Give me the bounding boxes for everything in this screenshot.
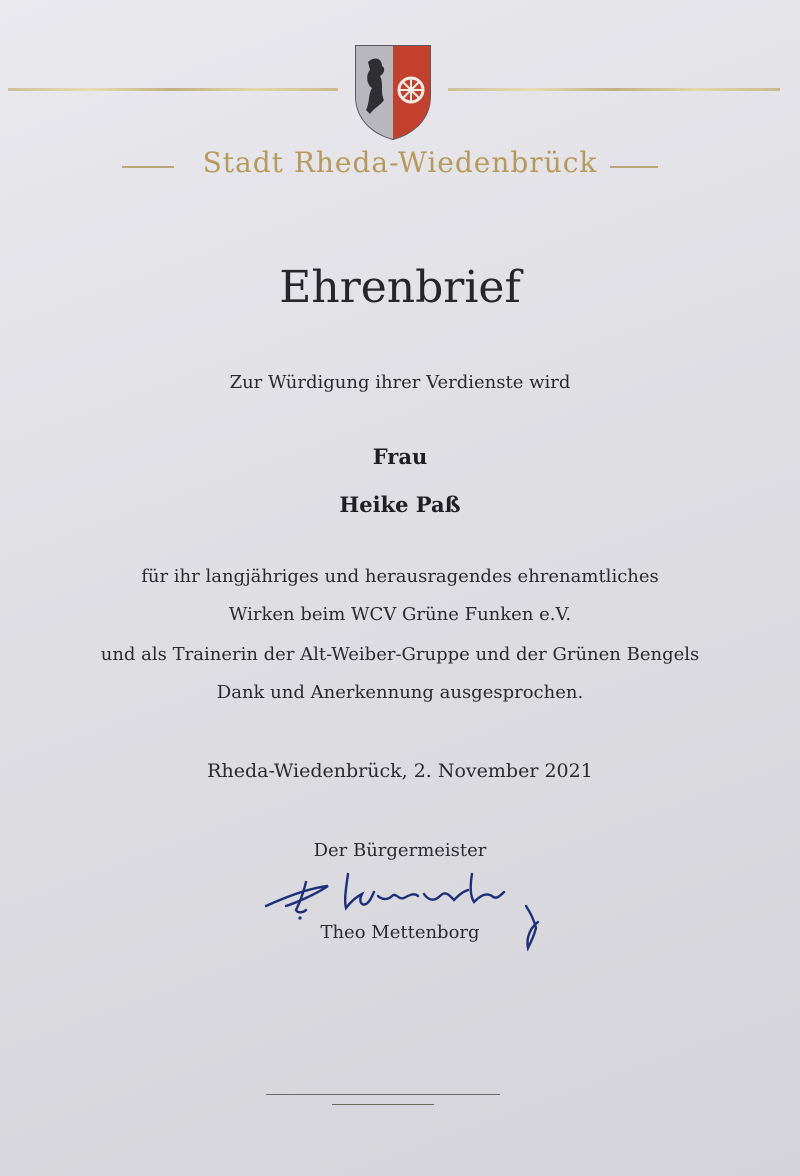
city-name: Stadt Rheda-Wiedenbrück xyxy=(202,146,598,179)
top-rule-left xyxy=(8,88,338,91)
bottom-rule-bottom xyxy=(332,1104,434,1105)
intro-text: Zur Würdigung ihrer Verdienste wird xyxy=(229,372,571,393)
city-coat-of-arms-icon xyxy=(354,44,432,140)
document-title: Ehrenbrief xyxy=(279,262,521,313)
salutation: Frau xyxy=(372,444,428,469)
body-line-1: für ihr langjähriges und herausragendes ehrenamtliches xyxy=(141,566,659,587)
bottom-rule-top xyxy=(266,1094,500,1095)
city-dash-right xyxy=(610,166,658,168)
recipient-name: Heike Paß xyxy=(339,492,461,517)
top-rule-right xyxy=(448,88,780,91)
body-line-4: Dank und Anerkennung ausgesprochen. xyxy=(216,682,584,703)
body-line-2: Wirken beim WCV Grüne Funken e.V. xyxy=(228,604,572,625)
signatory-name: Theo Mettenborg xyxy=(320,922,480,943)
signatory-role: Der Bürgermeister xyxy=(313,840,487,861)
handwritten-signature-icon xyxy=(258,866,558,956)
place-date: Rheda-Wiedenbrück, 2. November 2021 xyxy=(207,760,593,782)
body-line-3: und als Trainerin der Alt-Weiber-Gruppe und der Grünen Bengels xyxy=(100,644,700,665)
